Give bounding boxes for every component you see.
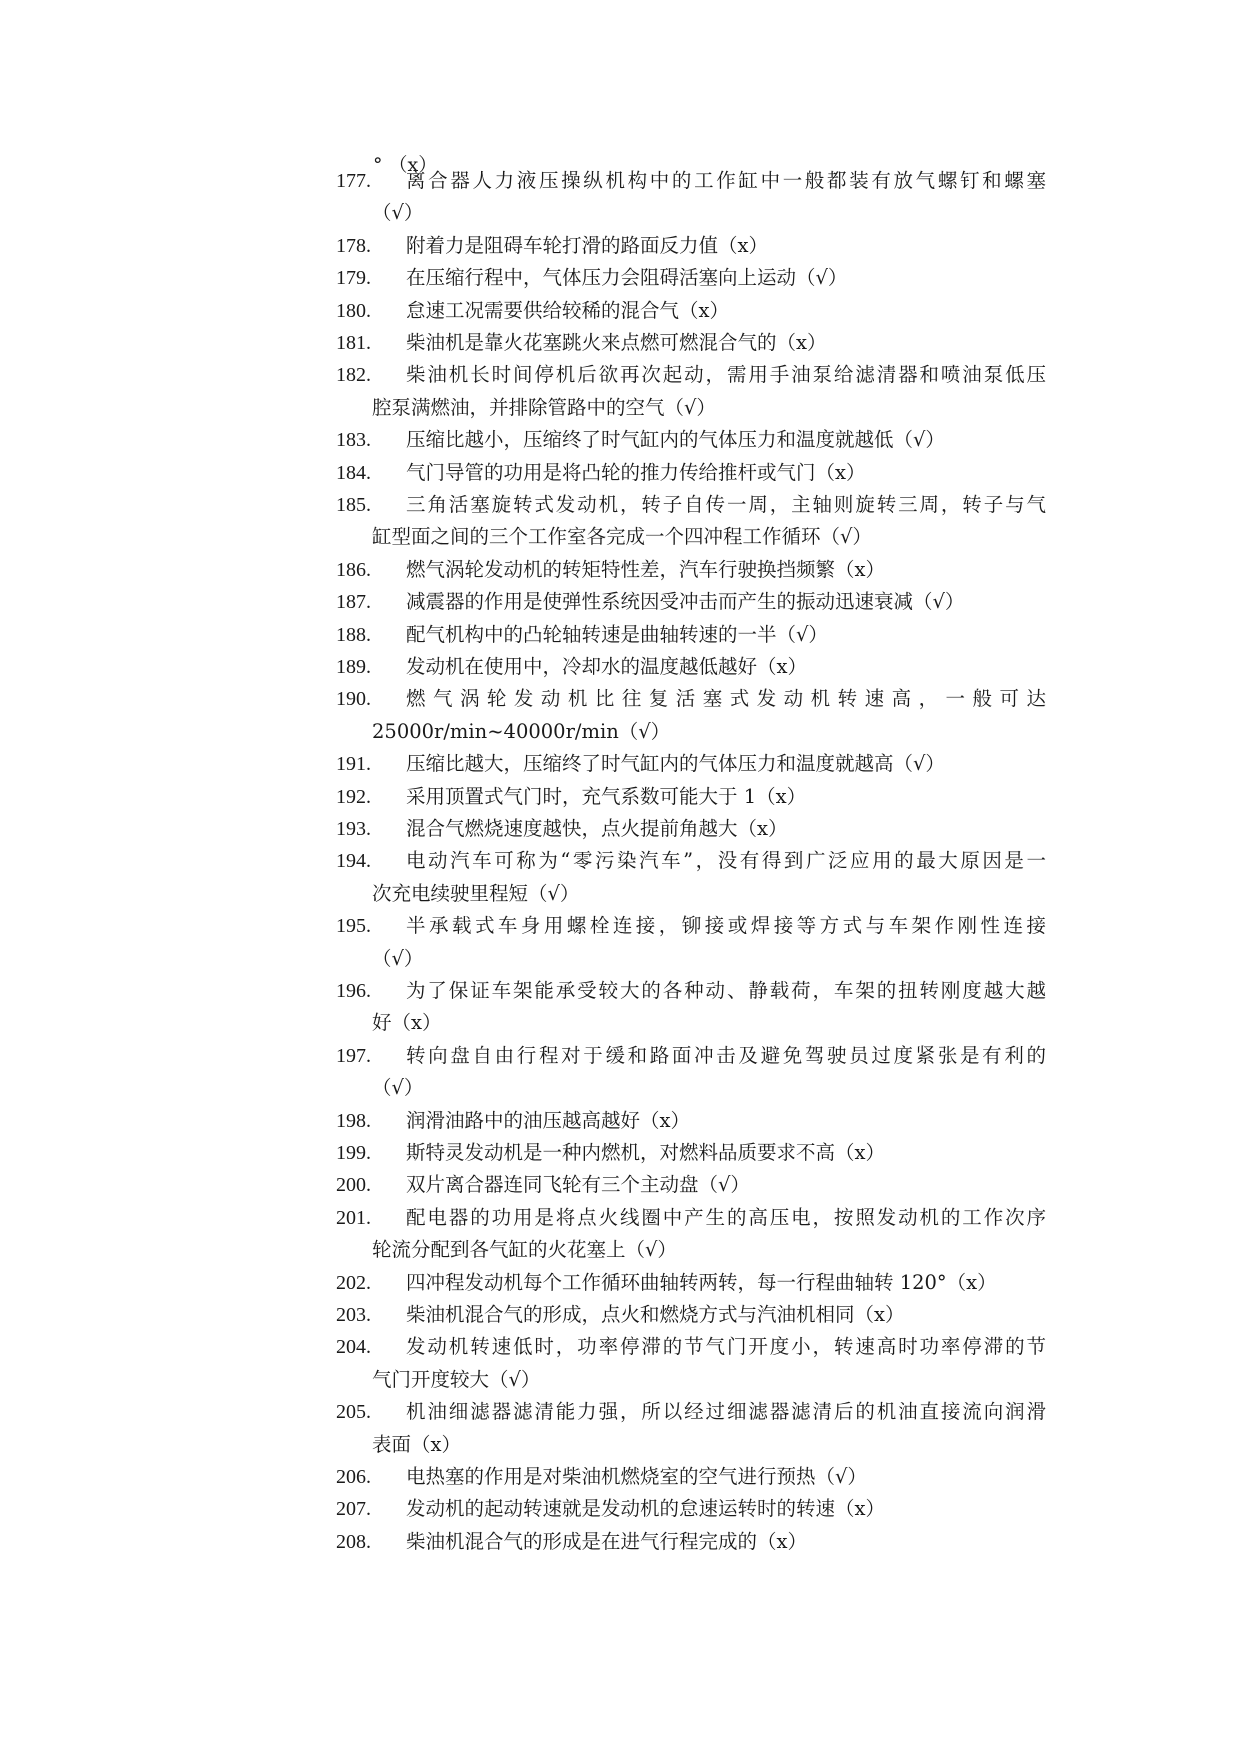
item-number: 191. <box>336 753 371 776</box>
item-number: 183. <box>336 429 371 452</box>
list-item <box>336 1526 1046 1558</box>
item-number: 195. <box>336 915 371 938</box>
item-number: 208. <box>336 1530 371 1553</box>
item-number: 189. <box>336 656 371 678</box>
item-text-continued: 气门开度较大（√） <box>372 1367 541 1391</box>
item-number: 204. <box>336 1336 371 1359</box>
list-item <box>336 1331 1046 1396</box>
item-text-continued: 次充电续驶里程短（√） <box>372 881 580 905</box>
list-item <box>336 489 1046 554</box>
item-text: 混合气燃烧速度越快，点火提前角越大（x） <box>406 817 788 840</box>
item-text: 柴油机是靠火花塞跳火来点燃可燃混合气的（x） <box>406 331 827 354</box>
item-text-continued: 轮流分配到各气缸的火花塞上（√） <box>372 1238 677 1262</box>
list-item <box>336 619 1046 651</box>
item-number: 182. <box>336 364 371 387</box>
item-text: 电动汽车可称为“零污染汽车”，没有得到广泛应用的最大原因是一 <box>406 849 1046 873</box>
item-text: 压缩比越大，压缩终了时气缸内的气体压力和温度就越高（√） <box>406 752 945 776</box>
item-text: 柴油机长时间停机后欲再次起动，需用手油泵给滤清器和喷油泵低压 <box>406 363 1046 387</box>
item-text: 发动机在使用中，冷却水的温度越低越好（x） <box>406 655 807 678</box>
item-number: 192. <box>336 785 371 808</box>
list-item <box>336 651 1046 683</box>
item-text-continued: 缸型面之间的三个工作室各完成一个四冲程工作循环（√） <box>372 525 872 549</box>
list-item <box>336 554 1046 586</box>
item-number: 187. <box>336 591 371 614</box>
list-item <box>336 262 1046 294</box>
item-number: 207. <box>336 1498 371 1521</box>
item-text-continued: （√） <box>372 201 424 225</box>
list-item <box>336 845 1046 910</box>
item-number: 199. <box>336 1142 371 1164</box>
list-item <box>336 813 1046 845</box>
list-item <box>336 910 1046 975</box>
list-item <box>336 748 1046 780</box>
continuation-text: ° （x） <box>373 154 438 176</box>
item-number: 184. <box>336 461 371 484</box>
item-number: 198. <box>336 1109 371 1132</box>
item-text: 机油细滤器滤清能力强，所以经过细滤器滤清后的机油直接流向润滑 <box>406 1400 1046 1424</box>
item-text: 怠速工况需要供给较稀的混合气（x） <box>406 298 729 322</box>
item-text: 为了保证车架能承受较大的各种动、静载荷，车架的扭转刚度越大越 <box>406 979 1046 1002</box>
item-text-continued: 25000r/min~40000r/min（√） <box>372 719 671 743</box>
list-item <box>336 457 1046 489</box>
item-text: 气门导管的功用是将凸轮的推力传给推杆或气门（x） <box>406 460 866 484</box>
item-text: 离合器人力液压操纵机构中的工作缸中一般都装有放气螺钉和螺塞 <box>406 169 1046 192</box>
item-text: 配电器的功用是将点火线圈中产生的高压电，按照发动机的工作次序 <box>406 1205 1046 1229</box>
list-item <box>336 230 1046 262</box>
item-number: 188. <box>336 623 371 646</box>
item-number: 201. <box>336 1206 371 1229</box>
list-item <box>336 683 1046 748</box>
item-text-continued: （√） <box>372 946 424 970</box>
list-item <box>336 1137 1046 1169</box>
item-text: 发动机的起动转速就是发动机的怠速运转时的转速（x） <box>406 1497 885 1521</box>
item-text: 双片离合器连同飞轮有三个主动盘（√） <box>406 1173 750 1197</box>
list-item <box>336 1493 1046 1525</box>
item-text: 斯特灵发动机是一种内燃机，对燃料品质要求不高（x） <box>406 1141 885 1164</box>
item-number: 179. <box>336 267 371 290</box>
list-item <box>336 1105 1046 1137</box>
list-item <box>336 1169 1046 1201</box>
item-text: 在压缩行程中，气体压力会阻碍活塞向上运动（√） <box>406 266 848 290</box>
list-item <box>336 586 1046 618</box>
item-text: 电热塞的作用是对柴油机燃烧室的空气进行预热（√） <box>406 1465 867 1488</box>
item-number: 181. <box>336 332 371 354</box>
item-number: 203. <box>336 1304 371 1326</box>
item-text: 附着力是阻碍车轮打滑的路面反力值（x） <box>406 233 768 257</box>
list-item <box>336 295 1046 327</box>
list-item <box>336 1396 1046 1461</box>
item-text: 转向盘自由行程对于缓和路面冲击及避免驾驶员过度紧张是有利的 <box>406 1043 1046 1067</box>
item-text: 燃气涡轮发动机的转矩特性差，汽车行驶换挡频繁（x） <box>406 557 885 581</box>
item-number: 178. <box>336 234 371 257</box>
item-number: 202. <box>336 1271 371 1294</box>
item-text: 四冲程发动机每个工作循环曲轴转两转，每一行程曲轴转 120°（x） <box>406 1270 997 1294</box>
item-number: 177. <box>336 170 371 192</box>
item-text: 半承载式车身用螺栓连接，铆接或焊接等方式与车架作刚性连接 <box>406 914 1046 938</box>
list-item <box>336 781 1046 813</box>
item-number: 196. <box>336 980 371 1002</box>
item-text: 柴油机混合气的形成，点火和燃烧方式与汽油机相同（x） <box>406 1303 905 1326</box>
list-item <box>336 165 1046 230</box>
list-item <box>336 1461 1046 1493</box>
item-number: 193. <box>336 818 371 840</box>
item-text: 燃气涡轮发动机比往复活塞式发动机转速高，一般可达 <box>406 687 1046 711</box>
item-number: 180. <box>336 299 371 322</box>
item-text: 润滑油路中的油压越高越好（x） <box>406 1108 690 1132</box>
list-item <box>336 327 1046 359</box>
item-number: 200. <box>336 1174 371 1197</box>
item-text: 减震器的作用是使弹性系统因受冲击而产生的振动迅速衰减（√） <box>406 590 965 614</box>
item-number: 186. <box>336 558 371 581</box>
item-text-continued: 好（x） <box>372 1011 442 1035</box>
item-number: 197. <box>336 1044 371 1067</box>
item-number: 205. <box>336 1401 371 1424</box>
list-item <box>336 1040 1046 1105</box>
item-number: 206. <box>336 1466 371 1488</box>
list-item <box>336 975 1046 1040</box>
item-text: 采用顶置式气门时，充气系数可能大于 1（x） <box>406 784 807 808</box>
list-item <box>336 359 1046 424</box>
item-text: 发动机转速低时，功率停滞的节气门开度小，转速高时功率停滞的节 <box>406 1335 1046 1359</box>
item-text: 柴油机混合气的形成是在进气行程完成的（x） <box>406 1529 807 1553</box>
item-text: 三角活塞旋转式发动机，转子自传一周，主轴则旋转三周，转子与气 <box>406 493 1046 516</box>
list-item <box>336 1267 1046 1299</box>
item-text-continued: 腔泵满燃油，并排除管路中的空气（√） <box>372 395 716 419</box>
item-text-continued: （√） <box>372 1076 424 1100</box>
item-number: 194. <box>336 850 371 873</box>
item-number: 190. <box>336 688 371 711</box>
item-text-continued: 表面（x） <box>372 1432 461 1456</box>
item-number: 185. <box>336 494 371 516</box>
list-item <box>336 1202 1046 1267</box>
item-text: 压缩比越小，压缩终了时气缸内的气体压力和温度就越低（√） <box>406 428 945 452</box>
list-item <box>336 1299 1046 1331</box>
list-item <box>336 424 1046 456</box>
item-text: 配气机构中的凸轮轴转速是曲轴转速的一半（√） <box>406 622 828 646</box>
